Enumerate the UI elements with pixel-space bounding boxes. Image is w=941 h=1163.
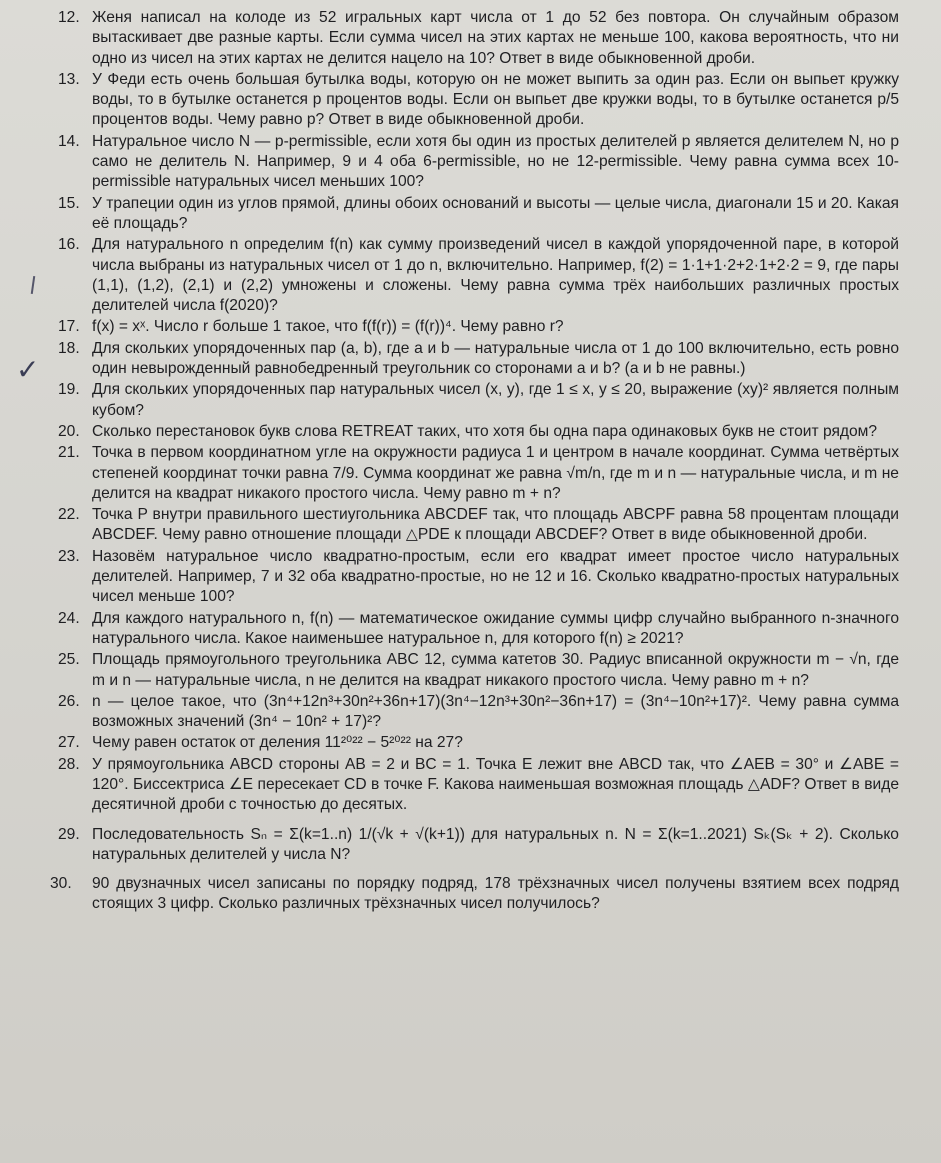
- problem-30: [0, 874, 941, 915]
- problem-16: [0, 235, 941, 316]
- problem-number: 26.: [58, 692, 80, 710]
- problem-number: 22.: [58, 506, 80, 524]
- problem-number: 20.: [58, 422, 80, 440]
- problem-number: 15.: [58, 194, 80, 212]
- problem-number: 13.: [58, 70, 80, 88]
- problem-number: 25.: [58, 651, 80, 669]
- problem-text: У трапеции один из углов прямой, длины обоих оснований и высоты — целые числа, диагонали 15 и 20. Какая её площадь?: [92, 194, 899, 232]
- problem-27: [0, 733, 941, 753]
- problem-text: Женя написал на колоде из 52 игральных карт числа от 1 до 52 без повтора. Он случайным образом вытаскивает две разные карты. Если сумма чисел на этих картах не меньше 100, какова вероятность, что ни одно из чисел на этих картах не делится нацело на 10? Ответ в виде обыкновенной дроби.: [92, 9, 899, 67]
- problem-number: 29.: [58, 825, 80, 843]
- problem-number: 14.: [58, 132, 80, 150]
- problem-number: 24.: [58, 609, 80, 627]
- problem-22: [0, 505, 941, 546]
- problem-23: [0, 547, 941, 608]
- problem-29: [0, 817, 941, 874]
- problem-25: [0, 650, 941, 691]
- problem-number: 23.: [58, 547, 80, 565]
- problem-number: 12.: [58, 9, 80, 26]
- problem-number: 19.: [58, 381, 80, 399]
- problem-text: Для скольких упорядоченных пар (a, b), где a и b — натуральные числа от 1 до 100 включительно, есть ровно один невырожденный равнобедренный треугольник со сторонами a и b? (a и b не равны.): [92, 339, 899, 378]
- problem-13: [0, 70, 941, 131]
- problem-text: Сколько перестановок букв слова RETREAT таких, что хотя бы одна пара одинаковых букв не стоит рядом?: [92, 422, 878, 440]
- problem-number: 21.: [58, 444, 80, 462]
- problem-text: Точка P внутри правильного шестиугольника ABCDEF так, что площадь ABCPF равна 58 процентам площади ABCDEF. Чему равно отношение площади △PDE к площади ABCDEF? Ответ в виде обыкновенной дроби.: [92, 506, 899, 544]
- problem-text: Для каждого натурального n, f(n) — математическое ожидание суммы цифр случайно выбранного n-значного натурального числа. Какое наименьшее натуральное n, для которого f(n) ≥ 2021?: [92, 609, 899, 647]
- problem-21: [0, 443, 941, 504]
- problem-26: [0, 692, 941, 733]
- problem-text: f(x) = xˣ. Число r больше 1 такое, что f(f(r)) = (f(r))⁴. Чему равно r?: [92, 318, 564, 336]
- problem-text: Для натурального n определим f(n) как сумму произведений чисел в каждой упорядоченной паре, в которой числа выбраны из натуральных чисел от 1 до n, включительно. Например, f(2) = 1·1+1·2+2·1+2·2 = 9, где пары (1,1), (1,2), (2,1) и (2,2) умножены и сложены. Чему равна сумма трёх наибольших различных простых делителей числа f(2020)?: [92, 236, 899, 315]
- problem-text: Натуральное число N — p-permissible, если хотя бы один из простых делителей p является делителем N, но p само не делитель N. Например, 9 и 4 оба 6-permissible, но не 12-permissible. Чему равна сумма всех 10-permissible натуральных чисел меньших 100?: [92, 132, 899, 191]
- problem-text: n — целое такое, что (3n⁴+12n³+30n²+36n+17)(3n⁴−12n³+30n²−36n+17) = (3n⁴−10n²+17)². Чему равна сумма возможных значений (3n⁴ − 10n² + 17)²?: [92, 692, 899, 731]
- problem-text: У Феди есть очень большая бутылка воды, которую он не может выпить за один раз. Если он выпьет кружку воды, то в бутылке останется p процентов воды. Если он выпьет две кружки воды, то в бутылке останется p/5 процентов воды. Чему равно p? Ответ в виде обыкновенной дроби.: [92, 70, 899, 129]
- problem-19: [0, 380, 941, 421]
- problem-text: Площадь прямоугольного треугольника ABC 12, сумма катетов 30. Радиус вписанной окружности m − √n, где m и n — натуральные числа, n не делится на квадрат никакого простого числа. Чему равно m + n?: [92, 651, 899, 689]
- problem-text: У прямоугольника ABCD стороны AB = 2 и BC = 1. Точка E лежит вне ABCD так, что ∠AEB = 30° и ∠ABE = 120°. Биссектриса ∠E пересекает CD в точке F. Какова наименьшая возможная площадь △ADF? Ответ в виде десятичной дроби с точностью до десятых.: [92, 755, 899, 814]
- problem-number: 17.: [58, 318, 80, 336]
- problem-number: 27.: [58, 734, 80, 752]
- problem-text: Чему равен остаток от деления 11²⁰²² − 5²⁰²² на 27?: [92, 734, 463, 752]
- problem-number: 18.: [58, 339, 80, 357]
- problem-text: Назовём натуральное число квадратно-простым, если его квадрат имеет простое число натуральных делителей. Например, 7 и 32 оба квадратно-простые, но не 12 и 16. Сколько квадратно-простых натуральных чисел меньше 100?: [92, 547, 899, 606]
- problem-14: [0, 132, 941, 193]
- checkmark-icon: ✓: [16, 353, 40, 386]
- problem-text: Для скольких упорядоченных пар натуральных чисел (x, y), где 1 ≤ x, y ≤ 20, выражение (xy)² является полным кубом?: [92, 381, 899, 419]
- problem-17: [0, 317, 941, 337]
- problem-24: [0, 609, 941, 650]
- problem-number: 30.: [50, 875, 72, 893]
- problem-15: [0, 194, 941, 235]
- problem-number: 28.: [58, 755, 80, 773]
- problem-number: 16.: [58, 236, 80, 254]
- problem-text: Последовательность Sₙ = Σ(k=1..n) 1/(√k + √(k+1)) для натуральных n. N = Σ(k=1..2021) Sₖ(Sₖ + 2). Сколько натуральных делителей у числа N?: [92, 825, 899, 863]
- problem-text: Точка в первом координатном угле на окружности радиуса 1 и центром в начале координат. Сумма четвёртых степеней координат точки равна 7/9. Сумма координат же равна √m/n, где m и n — натуральные числа, и m не делится на квадрат никакого простого числа. Чему равно m + n?: [92, 444, 899, 502]
- problem-12: [0, 8, 941, 69]
- problem-20: [0, 422, 941, 442]
- problem-list: [0, 8, 941, 916]
- problem-18: [0, 339, 941, 380]
- problem-28: [0, 755, 941, 816]
- problem-text: 90 двузначных чисел записаны по порядку подряд, 178 трёхзначных чисел получены взятием всех подряд стоящих 3 цифр. Сколько различных трёхзначных чисел получилось?: [92, 875, 899, 913]
